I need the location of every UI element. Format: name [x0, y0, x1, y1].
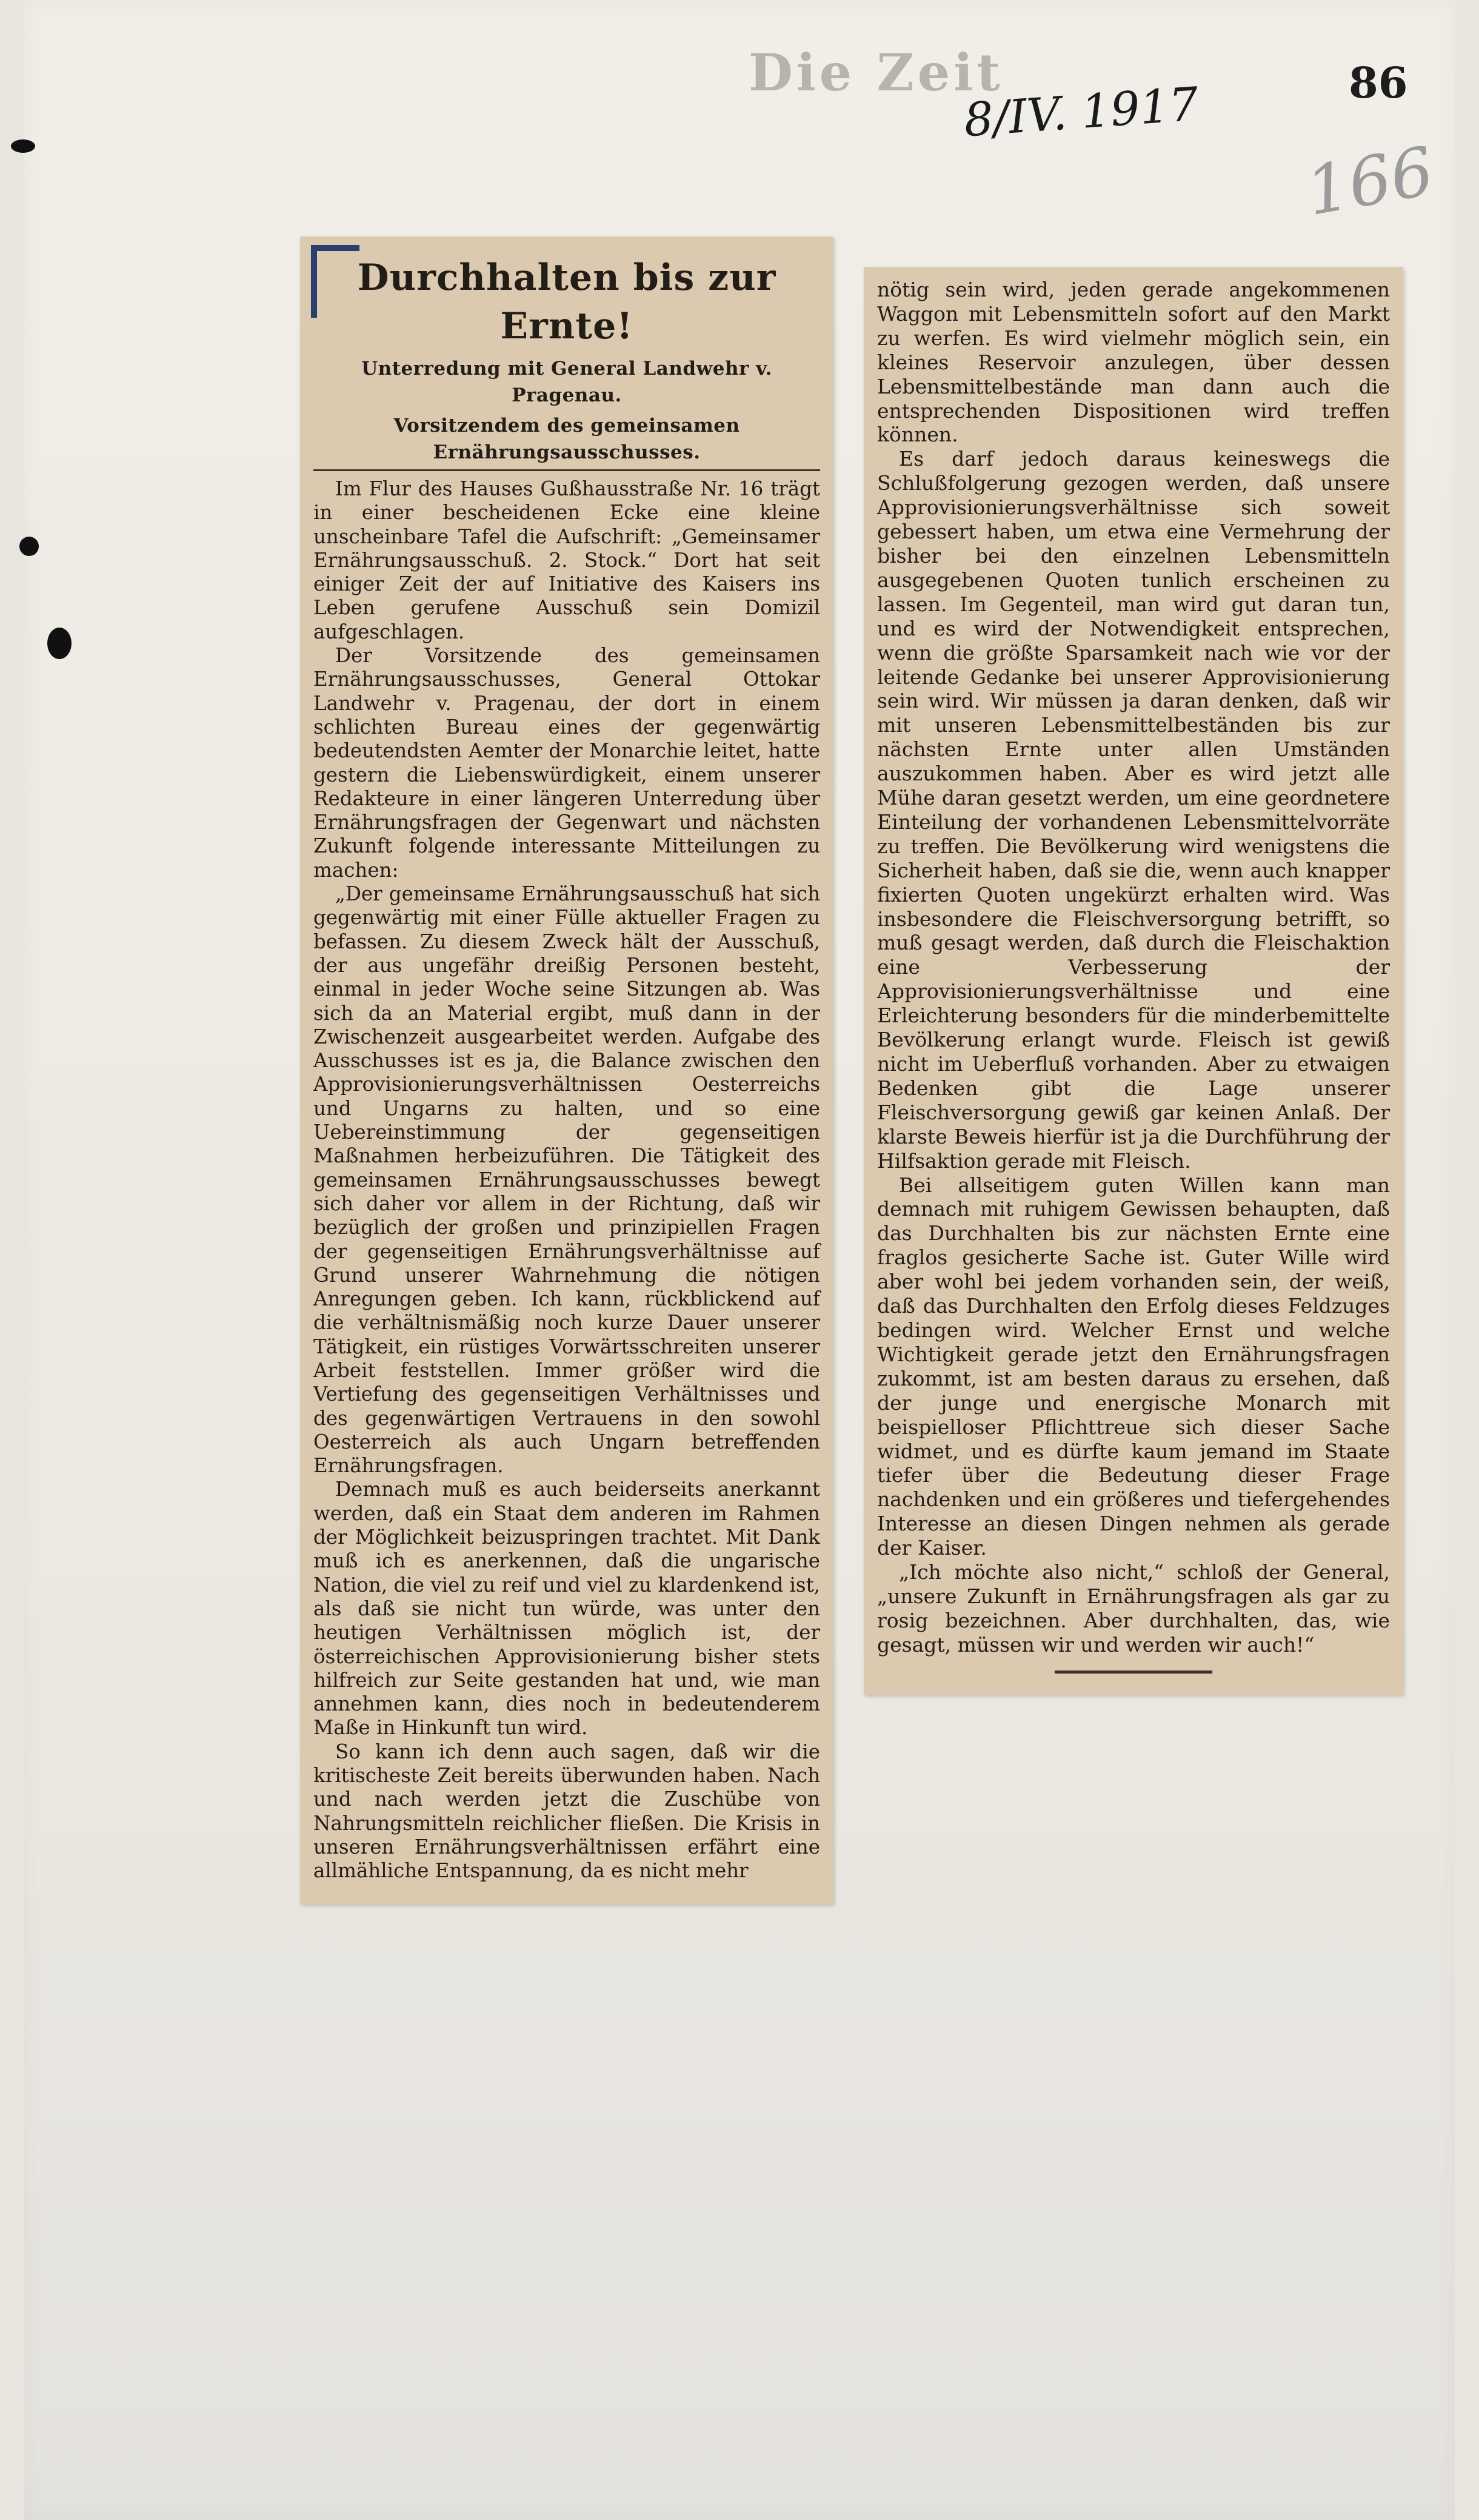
article-end-rule — [1055, 1671, 1212, 1674]
punch-hole-middle — [19, 537, 39, 556]
archive-sheet — [24, 0, 1455, 2520]
punch-hole-top — [11, 139, 35, 153]
article-headline: Durchhalten bis zur Ernte! — [357, 256, 776, 347]
paragraph: Bei allseitigem guten Willen kann man demnach mit ruhigem Gewissen behaupten, daß das Durchhalten bis zur nächsten Ernte eine fraglos gesicherte Sache ist. Guter Wille wird aber wohl bei jedem vorhanden sein, der weiß, daß das Durchhalten den Erfolg dieses Feldzuges bedingen wird. Welcher Ernst und welche Wichtigkeit gerade jetzt den Ernährungsfragen zukommt, ist am besten daraus zu ersehen, daß der junge und energische Monarch mit beispielloser Pflichttreue sich dieser Sache widmet, und es dürfte kaum jemand im Staate tiefer über die Bedeutung dieser Frage nachdenken und ein größeres und tiefergehendes Interesse an diesen Dingen nehmen als gerade der Kaiser. — [877, 1173, 1390, 1560]
punch-hole-lower — [47, 628, 72, 659]
paragraph: So kann ich denn auch sagen, daß wir die kritischeste Zeit bereits überwunden haben. Nach und nach werden jetzt die Zuschübe von Nahrungsmitteln reichlicher fließen. Die Krisis in unseren Ernährungsverhältnissen erfährt eine allmähliche Entspannung, da es nicht mehr — [313, 1740, 820, 1883]
clipping-column-1 — [300, 236, 833, 1904]
paragraph: „Ich möchte also nicht,“ schloß der General, „unsere Zukunft in Ernährungsfragen als gar zu rosig bezeichnen. Aber durchhalten, das, wie gesagt, müssen wir und werden wir auch!“ — [877, 1560, 1390, 1657]
pencil-folio-note: 166 — [1300, 132, 1440, 231]
paragraph: „Der gemeinsame Ernährungsausschuß hat sich gegenwärtig mit einer Fülle aktueller Fragen zu befassen. Zu diesem Zweck hält der Ausschuß, der aus ungefähr dreißig Personen besteht, einmal in jeder Woche seine Sitzungen ab. Was sich da an Material ergibt, muß dann in der Zwischenzeit ausgearbeitet werden. Aufgabe des Ausschusses ist es ja, die Balance zwischen den Approvisionierungsverhältnissen Oesterreichs und Ungarns zu halten, und so eine Uebereinstimmung der gegenseitigen Maßnahmen herbeizuführen. Die Tätigkeit des gemeinsamen Ernährungsausschusses bewegt sich daher vor allem in der Richtung, daß wir bezüglich der großen und prinzipiellen Fragen der gegenseitigen Ernährungsverhältnisse auf Grund unserer Wahrnehmung die nötigen Anregungen geben. Ich kann, rückblickend auf die verhältnismäßig noch kurze Dauer unserer Tätigkeit, ein rüstiges Vorwärtsschreiten unserer Arbeit feststellen. Immer größer wird die Vertiefung des gegenseitigen Verhältnisses und des gegenwärtigen Vertrauens in den sowohl Oesterreich als auch Ungarn betreffenden Ernährungsfragen. — [313, 882, 820, 1478]
newspaper-stamp: Die Zeit — [749, 42, 1004, 102]
article-subhead-2: Vorsitzendem des gemeinsamen Ernährungsausschusses. — [393, 415, 740, 463]
handwritten-date: 8/IV. 1917 — [962, 76, 1200, 147]
paragraph: Demnach muß es auch beiderseits anerkannt werden, daß ein Staat dem anderen im Rahmen der Möglichkeit beizuspringen trachtet. Mit Dank muß ich es anerkennen, daß die ungarische Nation, die viel zu reif und viel zu klardenkend ist, als daß sie nicht tun würde, was unter den heutigen Verhältnissen möglich ist, der österreichischen Approvisionierung bisher stets hilfreich zur Seite gestanden hat und, wie man annehmen kann, dies noch in bedeutenderem Maße in Hinkunft tun wird. — [313, 1478, 820, 1740]
clipping-column-2 — [864, 267, 1403, 1695]
paragraph: Der Vorsitzende des gemeinsamen Ernährungsausschusses, General Ottokar Landwehr v. Pragenau, der dort in einem schlichten Bureau eines der gegenwärtig bedeutendsten Aemter der Monarchie leitet, hatte gestern die Liebenswürdigkeit, einem unserer Redakteure in einer längeren Unterredung über Ernährungsfragen der Gegenwart und nächsten Zukunft folgende interessante Mitteilungen zu machen: — [313, 644, 820, 882]
blue-pencil-mark — [311, 245, 359, 318]
paragraph: Es darf jedoch daraus keineswegs die Schlußfolgerung gezogen werden, daß unsere Approvisionierungsverhältnisse sich soweit gebessert haben, um etwa eine Vermehrung der bisher bei den einzelnen Lebensmitteln ausgegebenen Quoten tunlich erscheinen zu lassen. Im Gegenteil, man wird gut daran tun, und es wird der Notwendigkeit entsprechen, wenn die größte Sparsamkeit nach wie vor der leitende Gedanke bei unserer Approvisionierung sein wird. Wir müssen ja daran denken, daß wir mit unseren Lebensmittelbeständen bis zur nächsten Ernte unter allen Umständen auszukommen haben. Aber es wird jetzt alle Mühe daran gesetzt werden, um eine geordnetere Einteilung der vorhandenen Lebensmittelvorräte zu treffen. Die Bevölkerung wird wenigstens die Sicherheit haben, daß sie die, wenn auch knapper fixierten Quoten ungekürzt erhalten wird. Was insbesondere die Fleischversorgung betrifft, so muß gesagt werden, daß durch die Fleischaktion eine Verbesserung der Approvisionierungsverhältnisse und eine Erleichterung besonders für die minderbemittelte Bevölkerung erlangt wurde. Fleisch ist gewiß nicht im Ueberfluß vorhanden. Aber zu etwaigen Bedenken gibt die Lage unserer Fleischversorgung gewiß gar keinen Anlaß. Der klarste Beweis hierfür ist ja die Durchführung der Hilfsaktion gerade mit Fleisch. — [877, 447, 1390, 1173]
paragraph: Im Flur des Hauses Gußhausstraße Nr. 16 trägt in einer bescheidenen Ecke eine kleine unscheinbare Tafel die Aufschrift: „Gemeinsamer Ernährungsausschuß. 2. Stock.“ Dort hat seit einiger Zeit der auf Initiative des Kaisers ins Leben gerufene Ausschuß sein Domizil aufgeschlagen. — [313, 477, 820, 643]
paragraph: nötig sein wird, jeden gerade angekommenen Waggon mit Lebensmitteln sofort auf den Markt zu werfen. Es wird vielmehr möglich sein, ein kleines Reservoir anzulegen, über dessen Lebensmittelbestände man dann auch die entsprechenden Dispositionen wird treffen können. — [877, 278, 1390, 447]
article-subhead-1: Unterredung mit General Landwehr v. Pragenau. — [361, 358, 772, 406]
page-number: 86 — [1349, 58, 1408, 108]
headline-rule — [313, 469, 820, 471]
